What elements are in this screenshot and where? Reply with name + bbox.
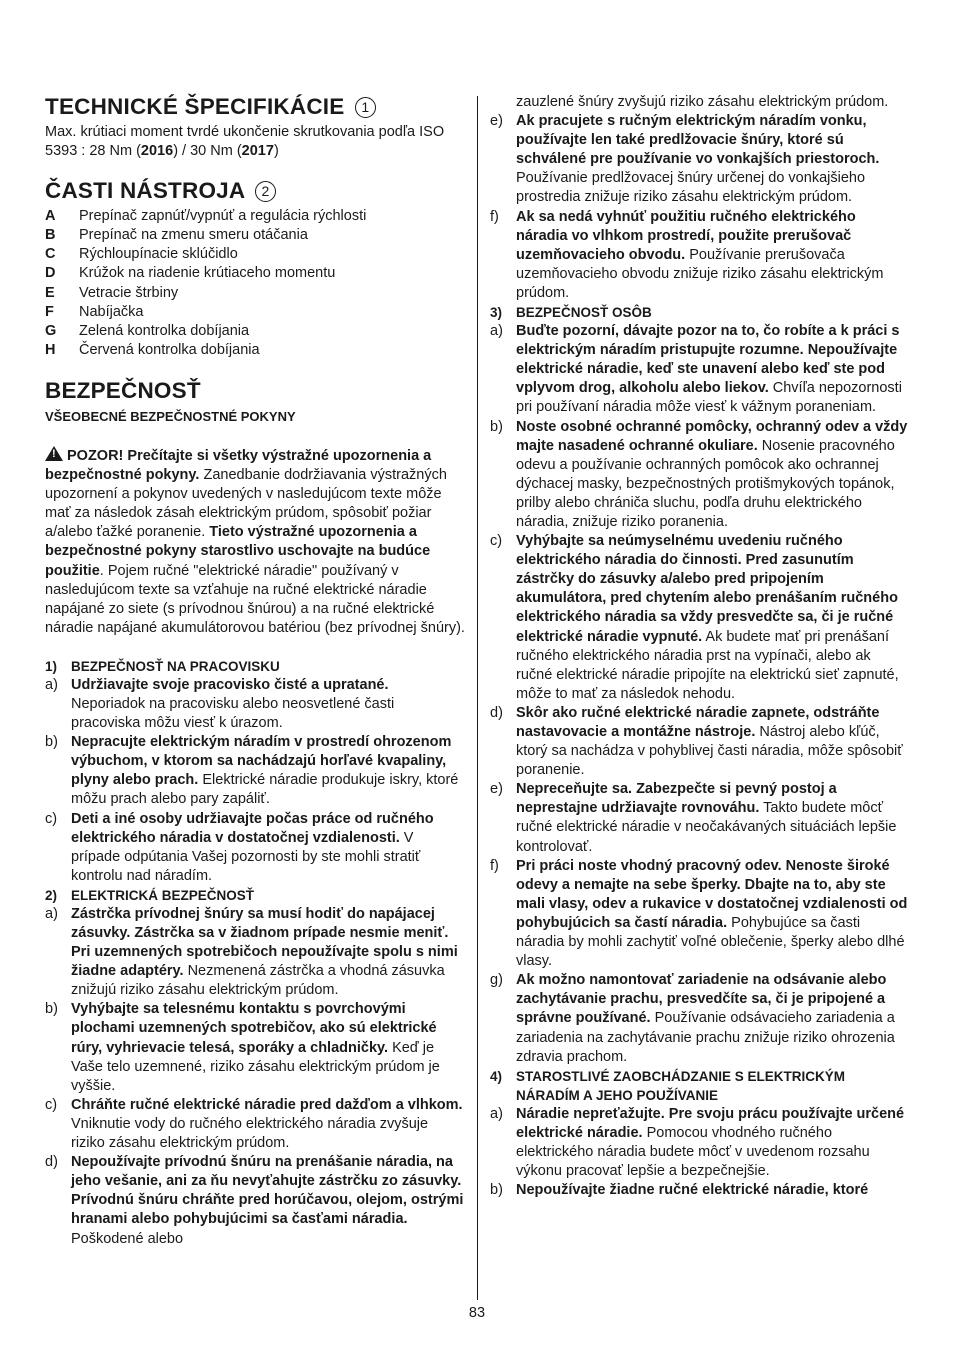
list-item: d) Skôr ako ručné elektrické náradie zapnete, odstráňte nastavovacie a montážne nástroje. Nástroj alebo kľúč, ktorý sa nachádza v pohyblivej časti náradia, môže spôsobiť poranenie. [490, 704, 903, 779]
section-heading: 1) BEZPEČNOSŤ NA PRACOVISKU [45, 658, 280, 674]
list-item: e) Ak pracujete s ručným elektrickým náradím vonku, používajte len také predlžovacie šnúry, ktoré sú schválené pre používanie vo vonkajších priestoroch. Používanie predlžovacej šnúry určenej do vonkajšieho prostredia znižuje riziko zásahu elektrickým prúdom. [490, 113, 880, 206]
list-item: f) Pri práci noste vhodný pracovný odev. Nenoste široké odevy a nemajte na sebe šperky. Dbajte na to, aby ste mali vlasy, odev a rukavice v dostatočnej vzdialenosti od pohybujúcich sa častí náradia. Pohybujúce sa časti náradia by mohli zachytiť voľné oblečenie, šperky alebo dlhé vlasy. [490, 857, 908, 970]
parts-heading [45, 176, 465, 206]
list-item: b) Nepoužívajte žiadne ručné elektrické náradie, ktoré [490, 1182, 869, 1199]
list-item: a) Zástrčka prívodnej šnúry sa musí hodiť do napájacej zásuvky. Zástrčka sa v žiadnom prípade nesmie meniť. Pri uzemnených spotrebičoch nepoužívajte spolu s nimi žiadne adaptéry. Nezmenená zástrčka a vhodná zásuvka znižujú riziko zásahu elektrickým prúdom. [45, 905, 458, 999]
figure-ref-2: 2 [255, 181, 276, 202]
list-item: g) Ak možno namontovať zariadenie na odsávanie alebo zachytávanie prachu, presvedčíte sa, či je pripojené a správne používané. Používanie odsávacieho zariadenia a zariadenia na zachytávanie prachu znižuje riziko ohrozenia zdravia prachom. [490, 972, 895, 1065]
tech-spec-text: Max. krútiaci moment tvrdé ukončenie skrutkovania podľa ISO 5393 : 28 Nm (2016) / 30 Nm (2017) [45, 124, 445, 160]
parts-item: C Rýchloupínacie sklúčidlo [45, 246, 238, 263]
tech-spec-title: TECHNICKÉ ŠPECIFIKÁCIE [45, 94, 345, 119]
list-item-continued: zauzlené šnúry zvyšujú riziko zásahu elektrickým prúdom. [516, 94, 889, 110]
list-item: b) Nepracujte elektrickým náradím v prostredí ohrozenom výbuchom, v ktorom sa nachádzajú horľavé kvapaliny, plyny alebo prach. Elektrické náradie produkuje iskry, ktoré môžu prach alebo pary zapáliť. [45, 734, 459, 808]
list-item: a) Udržiavajte svoje pracovisko čisté a upratané. Neporiadok na pracovisku alebo neosvetlené časti pracoviska môžu viesť k úrazom. [45, 676, 395, 732]
section-heading: 4) STAROSTLIVÉ ZAOBCHÁDZANIE S ELEKTRICKÝM NÁRADÍM A JEHO POUŽÍVANIE [490, 1068, 846, 1103]
list-item: c) Vyhýbajte sa neúmyselnému uvedeniu ručného elektrického náradia do činnosti. Pred zasunutím zástrčky do zásuvky a/alebo pred pripojením akumulátora, pred chytením alebo prenášaním ručného elektrického náradia sa vždy presvedčte sa, či je ručné elektrické náradie vypnuté. Ak budete mať pri prenášaní ručného elektrického náradia prst na vypínači, alebo ak ručné elektrické náradie pripojíte na elektrickú sieť zapnuté, môže to mať za následok nehodu. [490, 533, 899, 702]
parts-item: A Prepínač zapnúť/vypnúť a regulácia rýchlosti [45, 208, 367, 225]
column-divider [477, 96, 478, 1300]
section-heading: 2) ELEKTRICKÁ BEZPEČNOSŤ [45, 887, 255, 903]
parts-item: B Prepínač na zmenu smeru otáčania [45, 227, 308, 244]
list-item: a) Buďte pozorní, dávajte pozor na to, čo robíte a k práci s elektrickým náradím pristupujte rozumne. Nepoužívajte elektrické náradie, keď ste unavení alebo keď ste pod vplyvom drog, alkoholu alebo liekov. Chvíľa nepozornosti pri používaní náradia môže viesť k vážnym poraneniam. [490, 323, 902, 416]
list-item: b) Vyhýbajte sa telesnému kontaktu s povrchovými plochami uzemnených spotrebičov, ako sú elektrické rúry, vyhrievacie telesá, sporáky a chladničky. Keď je Vaše telo uzemnené, riziko zásahu elektrickým prúdom je vyššie. [45, 1001, 440, 1094]
list-item: f) Ak sa nedá vyhnúť použitiu ručného elektrického náradia vo vlhkom prostredí, použite prerušovač uzemňovacieho obvodu. Používanie prerušovača uzemňovacieho obvodu znižuje riziko zásahu elektrickým prúdom. [490, 208, 884, 301]
figure-ref-1: 1 [355, 97, 376, 118]
list-item: a) Náradie nepreťažujte. Pre svoju prácu používajte určené elektrické náradie. Pomocou vhodného ručného elektrického náradia budete môcť v uvedenom rozsahu výkonu pracovať lepšie a bezpečnejšie. [490, 1105, 905, 1179]
left-column [45, 92, 465, 1249]
list-item: d) Nepoužívajte prívodnú šnúru na prenášanie náradia, na jeho vešanie, ani za ňu nevyťahujte zástrčku zo zásuvky. Prívodnú šnúru chráňte pred horúčavou, olejom, ostrými hranami alebo pohybujúcimi sa časťami náradia. Poškodené alebo [45, 1154, 464, 1247]
parts-item: F Nabíjačka [45, 303, 144, 320]
list-item: c) Chráňte ručné elektrické náradie pred dažďom a vlhkom. Vniknutie vody do ručného elektrického náradia zvyšuje riziko zásahu elektrickým prúdom. [45, 1096, 463, 1152]
parts-list [45, 207, 465, 360]
parts-title: ČASTI NÁSTROJA [45, 178, 245, 204]
safety-heading: BEZPEČNOSŤ [45, 377, 201, 403]
page-number: 83 [468, 1305, 486, 1321]
parts-item: H Červená kontrolka dobíjania [45, 341, 260, 358]
tech-spec-heading [45, 92, 465, 122]
section-heading: 3) BEZPEČNOSŤ OSÔB [490, 305, 652, 321]
list-item: b) Noste osobné ochranné pomôcky, ochranný odev a vždy majte nasadené ochranné okuliare. Nosenie pracovného odevu a používanie ochranných pomôcok ako ochrannej dýchacej masky, bezpečnostných protišmykových topánok, prilby alebo chrániča sluchu, podľa druhu elektrického náradia, znižuje riziko poranenia. [490, 418, 908, 530]
list-item: c) Deti a iné osoby udržiavajte počas práce od ručného elektrického náradia v dostatočnej vzdialenosti. V prípade odpútania Vašej pozornosti by ste mohli stratiť kontrolu nad náradím. [45, 810, 434, 884]
safety-subtitle: VŠEOBECNÉ BEZPEČNOSTNÉ POKYNY [45, 408, 296, 424]
list-item: e) Nepreceňujte sa. Zabezpečte si pevný postoj a neprestajne udržiavajte rovnováhu. Takto budete môcť ručné elektrické náradie v neočakávaných situáciách lepšie kontrolovať. [490, 781, 897, 855]
safety-warning: !POZOR! Prečítajte si všetky výstražné upozornenia a bezpečnostné pokyny. Zanedbanie dodržiavania výstražných upozornení a pokynov uvedených v nasledujúcom texte môže mať za následok zásah elektrickým prúdom, spôsobiť požiar a/alebo ťažké poranenie. Tieto výstražné upozornenia a bezpečnostné pokyny starostlivo uschovajte na budúce použitie. Pojem ručné "elektrické náradie" používaný v nasledujúcom texte sa vzťahuje na ručné elektrické náradie napájané zo siete (s prívodnou šnúrou) a na ručné elektrické náradie napájané akumulátorovou batériou (bez prívodnej šnúry). [45, 446, 465, 638]
right-column [490, 93, 910, 1200]
parts-item: G Zelená kontrolka dobíjania [45, 322, 250, 339]
parts-item: D Krúžok na riadenie krútiaceho momentu [45, 265, 336, 282]
parts-item: E Vetracie štrbiny [45, 284, 179, 301]
warning-triangle-icon [45, 446, 63, 461]
